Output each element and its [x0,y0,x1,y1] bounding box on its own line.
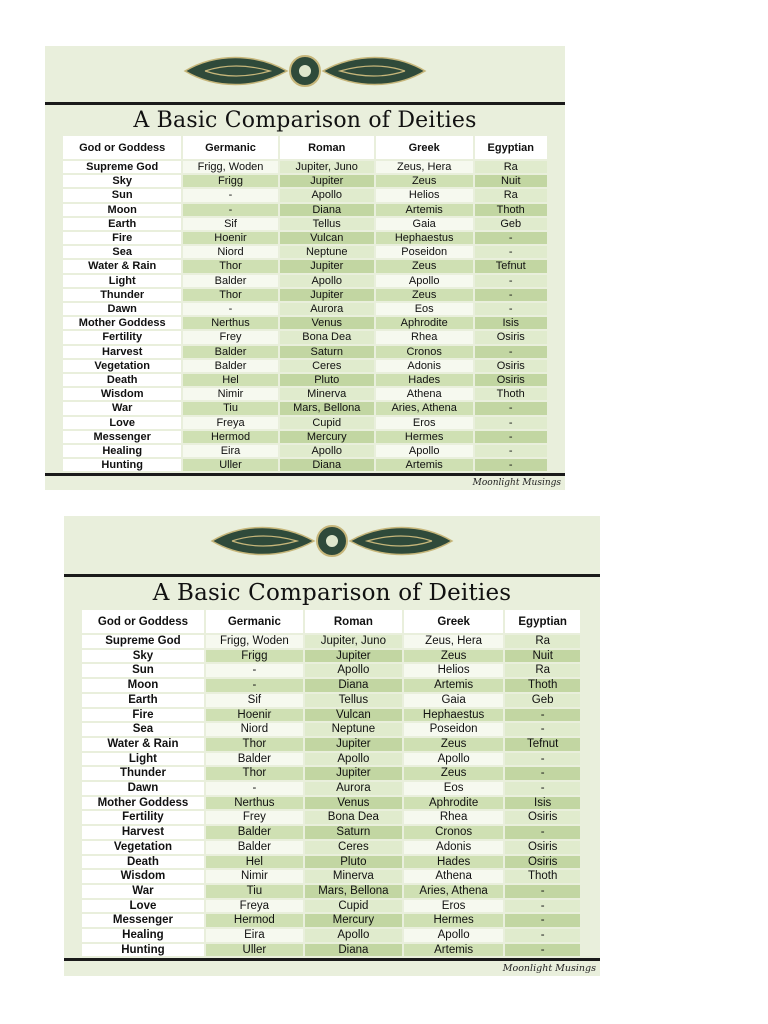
table-row [63,260,547,272]
deity-name-cell: Vulcan [305,709,402,722]
table-row [82,900,580,913]
table-row [63,402,547,414]
title-rule-top [45,102,565,105]
deity-name-cell: - [505,885,580,898]
table-header-row [82,610,580,633]
deity-name-cell: - [505,900,580,913]
deity-role-cell: Mother Goddess [63,317,181,329]
deity-name-cell: Ra [505,664,580,677]
deity-name-cell: Hermes [404,914,503,927]
deity-name-cell: Balder [206,841,303,854]
deity-name-cell: Thor [206,767,303,780]
header-god-or-goddess: God or Goddess [82,610,204,633]
deity-name-cell: Minerva [280,388,374,400]
deity-name-cell: - [505,944,580,957]
deity-name-cell: Apollo [305,664,402,677]
header-god-or-goddess: God or Goddess [63,136,181,159]
deity-comparison-card-top [45,46,565,490]
deity-name-cell: Helios [376,189,473,201]
table-row [63,331,547,343]
table-row [82,841,580,854]
table-row [82,767,580,780]
header-roman: Roman [280,136,374,159]
deity-name-cell: Cronos [376,346,473,358]
deity-name-cell: Osiris [475,360,548,372]
table-row [63,246,547,258]
deity-name-cell: Gaia [376,218,473,230]
deity-role-cell: Messenger [63,431,181,443]
header-greek: Greek [404,610,503,633]
deity-name-cell: Jupiter [280,260,374,272]
deity-role-cell: Dawn [63,303,181,315]
deity-name-cell: Apollo [305,753,402,766]
deity-role-cell: Water & Rain [63,260,181,272]
deity-name-cell: Nuit [505,650,580,663]
deity-role-cell: Earth [82,694,204,707]
deity-name-cell: Ra [505,635,580,648]
deity-name-cell: Diana [305,944,402,957]
deity-name-cell: Tellus [280,218,374,230]
deity-name-cell: Sif [183,218,277,230]
deity-name-cell: Artemis [376,204,473,216]
table-row [63,204,547,216]
deity-name-cell: Freya [183,417,277,429]
deity-name-cell: Thor [183,289,277,301]
deity-name-cell: Ra [475,161,548,173]
table-row [82,635,580,648]
table-row [82,811,580,824]
deity-role-cell: Dawn [82,782,204,795]
deity-name-cell: Niord [206,723,303,736]
deity-role-cell: Vegetation [82,841,204,854]
deity-name-cell: Hermod [206,914,303,927]
deity-name-cell: Geb [505,694,580,707]
table-row [63,232,547,244]
deity-name-cell: Ceres [280,360,374,372]
deity-name-cell: Jupiter [305,738,402,751]
deity-name-cell: Neptune [305,723,402,736]
deity-role-cell: Sun [82,664,204,677]
deity-name-cell: Jupiter [280,289,374,301]
table-row [63,445,547,457]
deity-name-cell: Balder [206,826,303,839]
deity-name-cell: Bona Dea [305,811,402,824]
deity-name-cell: - [505,826,580,839]
deity-name-cell: Aries, Athena [376,402,473,414]
table-row [82,650,580,663]
deity-name-cell: Hoenir [206,709,303,722]
deity-name-cell: Aphrodite [376,317,473,329]
deity-role-cell: Healing [63,445,181,457]
table-row [82,723,580,736]
deity-role-cell: Love [63,417,181,429]
deity-name-cell: - [475,459,548,471]
deity-name-cell: Thor [183,260,277,272]
deity-name-cell: Eira [206,929,303,942]
header-germanic: Germanic [183,136,277,159]
deity-name-cell: Apollo [280,189,374,201]
deity-name-cell: Zeus [404,767,503,780]
deity-role-cell: Thunder [63,289,181,301]
deity-name-cell: Uller [206,944,303,957]
deity-role-cell: Moon [82,679,204,692]
deity-name-cell: Thoth [475,204,548,216]
table-row [63,346,547,358]
deity-name-cell: Tiu [206,885,303,898]
deity-name-cell: Thoth [475,388,548,400]
deity-role-cell: Fire [82,709,204,722]
deity-name-cell: Venus [280,317,374,329]
deity-name-cell: Aries, Athena [404,885,503,898]
deity-role-cell: Wisdom [63,388,181,400]
deity-role-cell: Wisdom [82,870,204,883]
deity-name-cell: Nerthus [183,317,277,329]
table-row [63,317,547,329]
deity-role-cell: Death [82,856,204,869]
deity-name-cell: Tefnut [505,738,580,751]
deity-name-cell: Saturn [305,826,402,839]
deity-name-cell: Cupid [305,900,402,913]
table-row [63,175,547,187]
deity-name-cell: Artemis [404,944,503,957]
deity-name-cell: Venus [305,797,402,810]
table-row [63,303,547,315]
table-row [82,664,580,677]
table-rule-bottom [64,958,600,961]
deity-name-cell: - [505,709,580,722]
deity-name-cell: Zeus [376,175,473,187]
deity-role-cell: Messenger [82,914,204,927]
deity-name-cell: Mars, Bellona [305,885,402,898]
deity-name-cell: Mars, Bellona [280,402,374,414]
deity-name-cell: - [475,275,548,287]
deity-role-cell: Death [63,374,181,386]
deity-name-cell: Tiu [183,402,277,414]
deity-name-cell: Artemis [376,459,473,471]
deity-name-cell: Isis [505,797,580,810]
table-row [82,929,580,942]
table-row [63,417,547,429]
deity-role-cell: Fire [63,232,181,244]
deity-name-cell: Thoth [505,870,580,883]
deity-role-cell: Healing [82,929,204,942]
deity-name-cell: Jupiter, Juno [280,161,374,173]
table-row [82,826,580,839]
deity-name-cell: Poseidon [404,723,503,736]
deity-name-cell: Frigg, Woden [183,161,277,173]
header-egyptian: Egyptian [475,136,548,159]
deity-name-cell: Aurora [305,782,402,795]
deity-role-cell: Love [82,900,204,913]
table-row [63,374,547,386]
deity-role-cell: Water & Rain [82,738,204,751]
deity-name-cell: Jupiter [305,650,402,663]
deity-name-cell: Hephaestus [404,709,503,722]
deity-name-cell: Hel [206,856,303,869]
deity-name-cell: Frey [183,331,277,343]
deity-name-cell: Thoth [505,679,580,692]
deity-table [80,608,582,958]
deity-role-cell: Hunting [63,459,181,471]
deity-name-cell: Diana [280,459,374,471]
deity-name-cell: Ceres [305,841,402,854]
deity-name-cell: Osiris [475,331,548,343]
deity-name-cell: Niord [183,246,277,258]
deity-role-cell: Earth [63,218,181,230]
table-row [82,738,580,751]
deity-name-cell: - [475,431,548,443]
deity-name-cell: - [206,679,303,692]
deity-role-cell: Sea [63,246,181,258]
table-row [63,360,547,372]
table-row [82,694,580,707]
table-rule-bottom [45,473,565,476]
deity-name-cell: Frigg [183,175,277,187]
deity-name-cell: Cronos [404,826,503,839]
deity-name-cell: Eros [404,900,503,913]
deity-role-cell: Mother Goddess [82,797,204,810]
credit-text: Moonlight Musings [502,963,596,974]
deity-name-cell: - [183,204,277,216]
deity-name-cell: Freya [206,900,303,913]
deity-name-cell: - [475,246,548,258]
deity-name-cell: Balder [183,346,277,358]
deity-name-cell: Neptune [280,246,374,258]
deity-name-cell: Thor [206,738,303,751]
celtic-knot-ornament-icon [45,46,565,96]
deity-name-cell: Hades [376,374,473,386]
deity-name-cell: Hoenir [183,232,277,244]
deity-name-cell: - [505,767,580,780]
header-germanic: Germanic [206,610,303,633]
header-greek: Greek [376,136,473,159]
deity-name-cell: Nerthus [206,797,303,810]
deity-comparison-card-bottom [64,516,600,976]
deity-name-cell: - [206,664,303,677]
deity-name-cell: Frey [206,811,303,824]
deity-role-cell: Thunder [82,767,204,780]
deity-role-cell: War [63,402,181,414]
deity-name-cell: Nimir [183,388,277,400]
table-row [82,679,580,692]
deity-role-cell: Sun [63,189,181,201]
deity-name-cell: Helios [404,664,503,677]
table-row [82,914,580,927]
deity-name-cell: - [183,303,277,315]
deity-name-cell: Saturn [280,346,374,358]
deity-name-cell: - [206,782,303,795]
deity-role-cell: Light [63,275,181,287]
table-row [63,388,547,400]
table-header-row [63,136,547,159]
table-row [63,161,547,173]
deity-name-cell: Frigg, Woden [206,635,303,648]
deity-name-cell: Osiris [505,811,580,824]
deity-name-cell: - [475,417,548,429]
deity-name-cell: - [183,189,277,201]
deity-name-cell: Hephaestus [376,232,473,244]
deity-name-cell: Diana [280,204,374,216]
deity-name-cell: - [475,232,548,244]
deity-name-cell: Eos [404,782,503,795]
deity-name-cell: Vulcan [280,232,374,244]
deity-name-cell: Cupid [280,417,374,429]
title-rule-top [64,574,600,577]
deity-name-cell: Jupiter, Juno [305,635,402,648]
deity-name-cell: Balder [183,275,277,287]
deity-name-cell: - [505,929,580,942]
deity-name-cell: Bona Dea [280,331,374,343]
deity-name-cell: - [505,782,580,795]
deity-name-cell: Hades [404,856,503,869]
table-row [82,885,580,898]
deity-name-cell: Frigg [206,650,303,663]
deity-role-cell: Harvest [82,826,204,839]
deity-name-cell: - [475,303,548,315]
deity-name-cell: Aphrodite [404,797,503,810]
deity-name-cell: - [475,346,548,358]
deity-role-cell: Vegetation [63,360,181,372]
deity-name-cell: Eos [376,303,473,315]
deity-table [61,134,549,473]
deity-name-cell: - [505,914,580,927]
deity-name-cell: Zeus [404,738,503,751]
table-row [63,218,547,230]
table-row [82,870,580,883]
deity-name-cell: Tellus [305,694,402,707]
deity-name-cell: Adonis [376,360,473,372]
deity-name-cell: - [505,723,580,736]
deity-name-cell: Isis [475,317,548,329]
deity-role-cell: Supreme God [82,635,204,648]
deity-name-cell: Diana [305,679,402,692]
deity-name-cell: Osiris [505,856,580,869]
deity-name-cell: Athena [404,870,503,883]
deity-role-cell: Light [82,753,204,766]
deity-name-cell: Mercury [280,431,374,443]
deity-name-cell: Eira [183,445,277,457]
deity-role-cell: Sky [63,175,181,187]
deity-name-cell: Nimir [206,870,303,883]
deity-name-cell: Osiris [505,841,580,854]
deity-name-cell: Apollo [305,929,402,942]
table-row [63,459,547,471]
deity-name-cell: Balder [183,360,277,372]
deity-role-cell: Moon [63,204,181,216]
deity-name-cell: Uller [183,459,277,471]
deity-role-cell: Fertility [82,811,204,824]
deity-role-cell: Hunting [82,944,204,957]
table-row [63,289,547,301]
deity-name-cell: Aurora [280,303,374,315]
deity-name-cell: Osiris [475,374,548,386]
deity-name-cell: Apollo [376,445,473,457]
deity-name-cell: Balder [206,753,303,766]
deity-name-cell: Hel [183,374,277,386]
deity-role-cell: Fertility [63,331,181,343]
deity-role-cell: Sky [82,650,204,663]
deity-name-cell: Zeus, Hera [404,635,503,648]
deity-name-cell: Hermod [183,431,277,443]
deity-name-cell: Apollo [404,929,503,942]
deity-name-cell: - [505,753,580,766]
deity-name-cell: Adonis [404,841,503,854]
table-row [82,782,580,795]
deity-name-cell: Zeus [404,650,503,663]
deity-name-cell: Eros [376,417,473,429]
deity-name-cell: - [475,289,548,301]
table-row [63,189,547,201]
celtic-knot-ornament-icon [64,516,600,566]
deity-name-cell: Nuit [475,175,548,187]
header-roman: Roman [305,610,402,633]
deity-name-cell: Ra [475,189,548,201]
deity-role-cell: Sea [82,723,204,736]
deity-name-cell: Pluto [305,856,402,869]
deity-name-cell: Pluto [280,374,374,386]
page-title: A Basic Comparison of Deities [152,580,512,606]
table-row [82,709,580,722]
deity-name-cell: Minerva [305,870,402,883]
deity-name-cell: Tefnut [475,260,548,272]
deity-name-cell: Mercury [305,914,402,927]
deity-name-cell: Jupiter [280,175,374,187]
credit-text: Moonlight Musings [472,478,561,488]
deity-name-cell: - [475,402,548,414]
deity-name-cell: Apollo [404,753,503,766]
deity-name-cell: - [475,445,548,457]
deity-name-cell: Jupiter [305,767,402,780]
deity-name-cell: Artemis [404,679,503,692]
deity-name-cell: Hermes [376,431,473,443]
table-row [82,856,580,869]
deity-name-cell: Apollo [280,445,374,457]
table-row [63,431,547,443]
table-row [63,275,547,287]
deity-name-cell: Sif [206,694,303,707]
deity-name-cell: Rhea [376,331,473,343]
deity-name-cell: Zeus [376,289,473,301]
deity-name-cell: Gaia [404,694,503,707]
table-row [82,797,580,810]
deity-name-cell: Geb [475,218,548,230]
table-row [82,944,580,957]
deity-role-cell: Supreme God [63,161,181,173]
deity-name-cell: Athena [376,388,473,400]
table-row [82,753,580,766]
deity-name-cell: Zeus, Hera [376,161,473,173]
deity-name-cell: Zeus [376,260,473,272]
deity-name-cell: Poseidon [376,246,473,258]
deity-name-cell: Apollo [280,275,374,287]
page-title: A Basic Comparison of Deities [133,108,477,133]
deity-name-cell: Apollo [376,275,473,287]
deity-name-cell: Rhea [404,811,503,824]
deity-role-cell: War [82,885,204,898]
deity-role-cell: Harvest [63,346,181,358]
header-egyptian: Egyptian [505,610,580,633]
